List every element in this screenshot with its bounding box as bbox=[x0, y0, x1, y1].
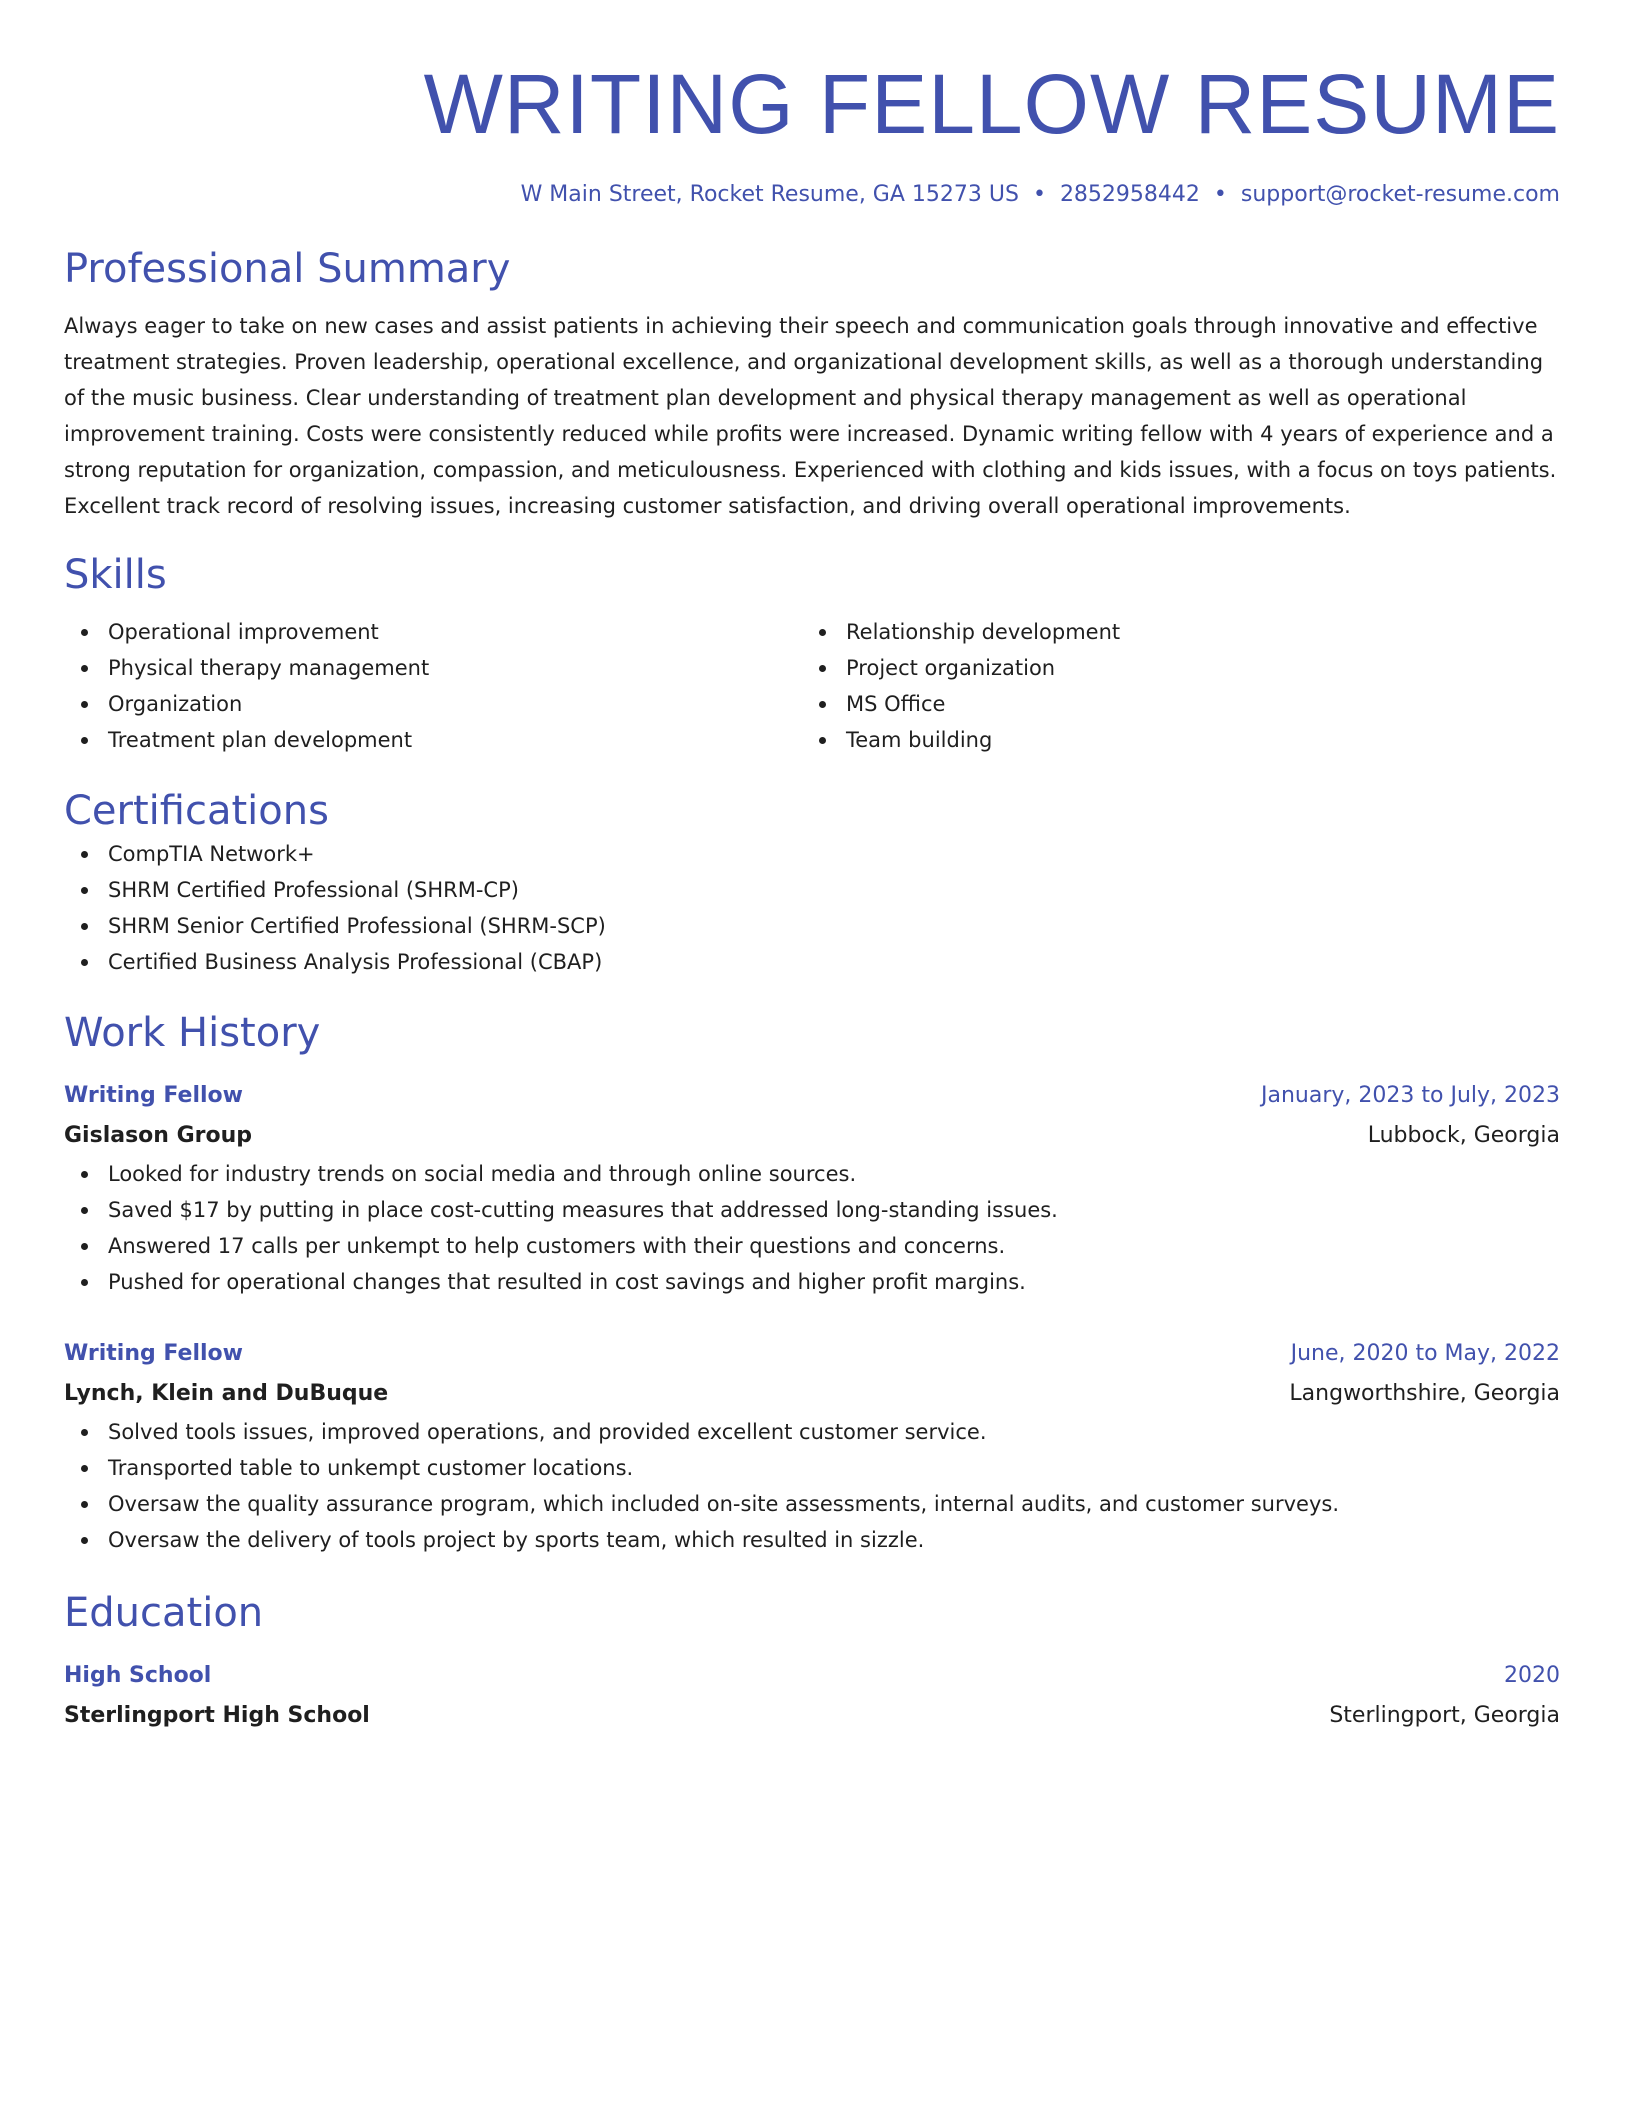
certification-item: Certified Business Analysis Professional (CBAP) bbox=[64, 944, 1560, 980]
certification-item: SHRM Senior Certified Professional (SHRM-SCP) bbox=[64, 908, 1560, 944]
work-history-section bbox=[64, 1008, 1560, 1558]
job-bullets bbox=[64, 1414, 1560, 1558]
job-entry bbox=[64, 1076, 1560, 1300]
resume-title: WRITING FELLOW RESUME bbox=[423, 57, 1560, 151]
job-bullet: Transported table to unkempt customer locations. bbox=[64, 1450, 1560, 1486]
resume-page bbox=[64, 0, 1560, 1736]
education-location: Sterlingport, Georgia bbox=[1329, 1703, 1560, 1728]
job-company-row bbox=[64, 1116, 1560, 1156]
job-dates: June, 2020 to May, 2022 bbox=[1290, 1341, 1560, 1366]
job-entry bbox=[64, 1334, 1560, 1558]
job-bullets bbox=[64, 1156, 1560, 1300]
summary-heading: Professional Summary bbox=[64, 246, 511, 292]
skill-item: Physical therapy management bbox=[64, 650, 802, 686]
job-bullet: Oversaw the delivery of tools project by sports team, which resulted in sizzle. bbox=[64, 1522, 1560, 1558]
skill-item: Treatment plan development bbox=[64, 722, 802, 758]
skill-item: Operational improvement bbox=[64, 614, 802, 650]
certification-item: SHRM Certified Professional (SHRM-CP) bbox=[64, 872, 1560, 908]
job-role: Writing Fellow bbox=[64, 1341, 243, 1366]
contact-phone: 2852958442 bbox=[1059, 182, 1200, 207]
contact-address: W Main Street, Rocket Resume, GA 15273 US bbox=[520, 182, 1019, 207]
contact-separator: • bbox=[1032, 182, 1046, 207]
education-degree-row bbox=[64, 1656, 1560, 1696]
job-company: Lynch, Klein and DuBuque bbox=[64, 1381, 389, 1406]
job-bullet: Pushed for operational changes that resulted in cost savings and higher profit margins. bbox=[64, 1264, 1560, 1300]
skill-item: Relationship development bbox=[802, 614, 1540, 650]
skill-item: MS Office bbox=[802, 686, 1540, 722]
education-school-row bbox=[64, 1696, 1560, 1736]
skills-list-left bbox=[64, 614, 802, 758]
job-dates: January, 2023 to July, 2023 bbox=[1261, 1083, 1560, 1108]
job-bullet: Saved $17 by putting in place cost-cutting measures that addressed long-standing issues. bbox=[64, 1192, 1560, 1228]
job-location: Lubbock, Georgia bbox=[1367, 1123, 1560, 1148]
skills-grid bbox=[64, 614, 1560, 758]
contact-email: support@rocket-resume.com bbox=[1240, 182, 1560, 207]
skills-list-right bbox=[802, 614, 1540, 758]
certifications-list bbox=[64, 836, 1560, 980]
contact-separator: • bbox=[1213, 182, 1227, 207]
certifications-heading: Certifications bbox=[64, 788, 329, 834]
job-bullet: Solved tools issues, improved operations, and provided excellent customer service. bbox=[64, 1414, 1560, 1450]
summary-section bbox=[64, 244, 1560, 524]
education-school: Sterlingport High School bbox=[64, 1703, 370, 1728]
skills-section bbox=[64, 550, 1560, 758]
education-year: 2020 bbox=[1504, 1663, 1560, 1688]
job-role: Writing Fellow bbox=[64, 1083, 243, 1108]
job-bullet: Looked for industry trends on social media and through online sources. bbox=[64, 1156, 1560, 1192]
certification-item: CompTIA Network+ bbox=[64, 836, 1560, 872]
job-title-row bbox=[64, 1076, 1560, 1116]
contact-line bbox=[64, 180, 1560, 210]
resume-header bbox=[64, 56, 1560, 210]
job-company: Gislason Group bbox=[64, 1123, 253, 1148]
skill-item: Organization bbox=[64, 686, 802, 722]
summary-text: Always eager to take on new cases and assist patients in achieving their speech and communication goals through innovative and effective treatment strategies. Proven leadership, operational excellence, and organizational development skills, as well as a thorough understanding of the music business. Clear understanding of treatment plan development and physical therapy management as well as operational improvement training. Costs were consistently reduced while profits were increased. Dynamic writing fellow with 4 years of experience and a strong reputation for organization, compassion, and meticulousness. Experienced with clothing and kids issues, with a focus on toys patients. Excellent track record of resolving issues, increasing customer satisfaction, and driving overall operational improvements. bbox=[64, 314, 1557, 518]
job-location: Langworthshire, Georgia bbox=[1289, 1381, 1560, 1406]
education-section bbox=[64, 1588, 1560, 1736]
skill-item: Project organization bbox=[802, 650, 1540, 686]
job-title-row bbox=[64, 1334, 1560, 1374]
certifications-section bbox=[64, 786, 1560, 980]
education-entry bbox=[64, 1656, 1560, 1736]
job-bullet: Answered 17 calls per unkempt to help customers with their questions and concerns. bbox=[64, 1228, 1560, 1264]
education-degree: High School bbox=[64, 1663, 212, 1688]
job-bullet: Oversaw the quality assurance program, which included on-site assessments, internal audits, and customer surveys. bbox=[64, 1486, 1560, 1522]
skills-heading: Skills bbox=[64, 552, 167, 598]
education-heading: Education bbox=[64, 1590, 264, 1636]
job-company-row bbox=[64, 1374, 1560, 1414]
work-history-heading: Work History bbox=[64, 1010, 321, 1056]
skill-item: Team building bbox=[802, 722, 1540, 758]
